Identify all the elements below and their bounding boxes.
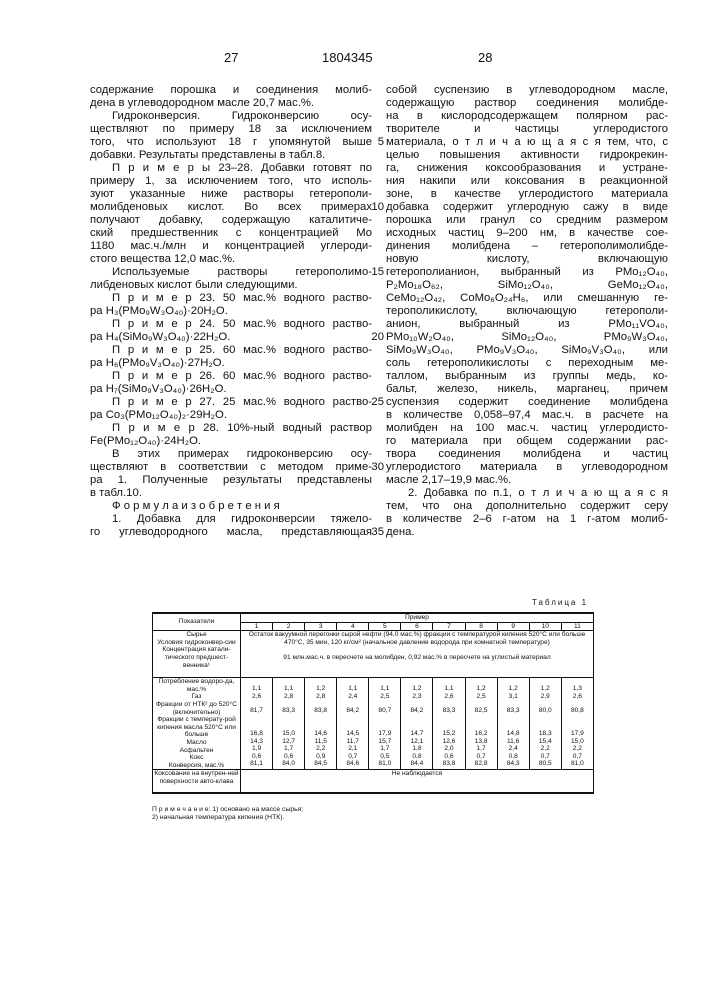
text-line: ществляют по примеру 18 за исключением [90, 123, 372, 136]
data-cell: 83,3 [274, 707, 303, 715]
data-cell: 1,9 [242, 745, 271, 753]
data-cell: 2,8 [274, 693, 303, 701]
text-line: бальт, железо, никель, марганец, причем [386, 383, 668, 396]
example-number: 3 [305, 622, 337, 631]
data-cell: 81,0 [563, 760, 592, 768]
example-number: 11 [561, 622, 593, 631]
data-cell: 0,8 [499, 753, 528, 761]
data-cell: 1,8 [402, 745, 431, 753]
data-cell: 15,0 [274, 730, 303, 738]
text-line: го материала при общем содержании рас- [386, 435, 668, 448]
data-cell: 16,8 [242, 730, 271, 738]
text-line: динения молибдена – гетерополимолибде- [386, 240, 668, 253]
data-cell: 2,6 [434, 693, 463, 701]
text-line: молибденовых кислот. Во всех примерах [90, 201, 372, 214]
data-cell: 14,8 [499, 730, 528, 738]
example-number: 10 [529, 622, 561, 631]
text-line: добавка содержит углеродную сажу в виде [386, 201, 668, 214]
example-number: 1 [241, 622, 273, 631]
data-cell: 1,2 [499, 685, 528, 693]
text-line: П р и м е р 26. 60 мас.% водного раство- [90, 370, 372, 383]
data-cell: 84,2 [402, 707, 431, 715]
data-cell: 1,1 [370, 685, 399, 693]
text-line: Ф о р м у л а и з о б р е т е н и я [90, 500, 372, 513]
left-text-column [90, 84, 372, 539]
data-cell: 1,7 [467, 745, 496, 753]
data-cell: 1,1 [274, 685, 303, 693]
data-cell: 0,6 [242, 753, 271, 761]
text-line: Используемые растворы гетерополимо- [90, 266, 372, 279]
col-header-example: Пример [241, 613, 594, 622]
text-line: суспензия содержит соединение молибдена [386, 396, 668, 409]
data-cell: 11,6 [499, 738, 528, 746]
text-line: Гидроконверсия. Гидроконверсию осу- [90, 110, 372, 123]
data-cell: 2,1 [338, 745, 367, 753]
text-line: гетерополианион, выбранный из PMo₁₂O₄₀, [386, 266, 668, 279]
example-number: 5 [369, 622, 401, 631]
example-number: 7 [433, 622, 465, 631]
row-labels [153, 678, 241, 770]
text-line: P₂Mo₁₈O₆₂, SiMo₁₂O₄₀, GeMo₁₂O₄₀, [386, 279, 668, 292]
text-line: зоне, в качестве углеродистого материала [386, 188, 668, 201]
text-line: примеру 1, за исключением того, что исполь- [90, 175, 372, 188]
data-cell: 2,2 [306, 745, 335, 753]
row-label: Асфальтен [154, 747, 239, 755]
conditions-labels [153, 631, 241, 678]
data-cell: 2,2 [531, 745, 560, 753]
data-cell: 2,6 [563, 693, 592, 701]
row-label: Конверсия, мас.% [154, 762, 239, 770]
data-column [241, 678, 273, 770]
line-number: 10 [368, 201, 384, 214]
text-line: В этих примерах гидроконверсию осу- [90, 448, 372, 461]
text-line: стого вещества 12,0 мас.%. [90, 253, 372, 266]
text-line: добавки. Результаты представлены в табл.8. [90, 149, 372, 162]
feed-text: Остаток вакуумной перегонки сырой нефти (94,0 мас.%) фракции с температурой кипения 520°С или больше [242, 631, 592, 639]
data-cell: 84,0 [274, 760, 303, 768]
text-line: П р и м е р 23. 50 мас.% водного раство- [90, 292, 372, 305]
row-label: Фракции с температу-рой кипения масла 520°С или больше [154, 716, 239, 739]
note-2: 2) начальная температура кипения (НТК). [152, 814, 303, 822]
text-line: ра 1. Полученные результаты представлены [90, 474, 372, 487]
text-line: масле 2,17–19,9 мас.%. [386, 474, 668, 487]
example-number: 2 [273, 622, 305, 631]
data-cell: 2,6 [242, 693, 271, 701]
text-line: материала, о т л и ч а ю щ а я с я тем, что, с [386, 136, 668, 149]
data-column [369, 678, 401, 770]
row-label: Фракции от НТК² до 520°С (включительно) [154, 701, 239, 716]
coking-value: Не наблюдается [241, 770, 594, 794]
text-line: анион, выбранный из PMo₁₁VO₄₀, [386, 318, 668, 331]
text-line: соль гетерополикислоты с переходным ме- [386, 357, 668, 370]
data-cell: 1,2 [402, 685, 431, 693]
conditions-label: Условия гидроконвер-сии [154, 639, 239, 647]
data-column [401, 678, 433, 770]
data-cell: 80,7 [370, 707, 399, 715]
text-line: ществляют в соответствии с методом приме- [90, 461, 372, 474]
data-cell: 12,1 [402, 738, 431, 746]
data-cell: 0,7 [563, 753, 592, 761]
data-cell: 2,9 [531, 693, 560, 701]
coking-row [153, 770, 594, 794]
row-label: Кокс [154, 754, 239, 762]
text-line: новую кислоту, включающую [386, 253, 668, 266]
col-header-indicators: Показатели [153, 613, 241, 631]
data-cell: 1,7 [370, 745, 399, 753]
conditions-text: 470°С, 35 мин, 120 кг/см² (начальное давление водорода при комнатной температуре) [242, 639, 592, 647]
text-line: ра Co₃(PMo₁₂O₄₀)₂·29H₂O. [90, 409, 372, 422]
text-line: молибден на 100 мас.ч. частиц углеродисто- [386, 422, 668, 435]
row-label: Масло [154, 739, 239, 747]
note-1: П р и м е ч а н и е: 1) основано на массе сырья; [152, 806, 303, 814]
data-cell: 13,8 [467, 738, 496, 746]
data-cell: 83,3 [499, 707, 528, 715]
row-label: Газ [154, 693, 239, 701]
text-line: получают добавку, содержащую каталитиче- [90, 214, 372, 227]
data-column [497, 678, 529, 770]
data-cell: 14,5 [338, 730, 367, 738]
text-line: исходных частиц 9–200 нм, в качестве сое- [386, 227, 668, 240]
results-table [152, 612, 594, 794]
text-line: CeMo₁₂O₄₂, CoMo₆O₂₄H₆, или смешанную ге- [386, 292, 668, 305]
text-line: SiMo₉W₃O₄₀, PMo₉V₃O₄₀, SiMo₉V₃O₄₀, или [386, 344, 668, 357]
data-cell: 84,6 [338, 760, 367, 768]
data-cell: 15,0 [563, 738, 592, 746]
text-line: в табл.10. [90, 487, 372, 500]
data-cell: 83,8 [306, 707, 335, 715]
concentration-text: 91 млн.мас.ч. в пересчете на молибден, 0,92 мас.% в пересчете на углистый материал [242, 654, 592, 662]
data-cell: 2,2 [563, 745, 592, 753]
data-column [561, 678, 593, 770]
conditions-row [153, 631, 594, 678]
data-cell: 84,3 [499, 760, 528, 768]
text-line: дена в углеводородном масле 20,7 мас.%. [90, 97, 372, 110]
line-number: 35 [368, 526, 384, 539]
text-line: в количестве 2–6 г-атом на 1 г-атом молиб- [386, 513, 668, 526]
data-cell: 17,9 [563, 730, 592, 738]
conditions-values [241, 631, 594, 678]
data-cell: 82,8 [467, 760, 496, 768]
text-line: дена. [386, 526, 668, 539]
line-number: 25 [368, 396, 384, 409]
data-cell: 15,7 [370, 738, 399, 746]
line-number: 5 [368, 136, 384, 149]
line-number: 30 [368, 461, 384, 474]
results-data-row [153, 678, 594, 770]
text-line: ра H₃(PMo₉W₃O₄₀)·20H₂O. [90, 305, 372, 318]
data-cell: 80,5 [531, 760, 560, 768]
data-cell: 80,8 [563, 707, 592, 715]
text-line: твора соединения молибдена и частиц [386, 448, 668, 461]
data-cell: 15,4 [531, 738, 560, 746]
page-number-left: 27 [224, 50, 238, 65]
data-cell: 0,7 [467, 753, 496, 761]
data-column [465, 678, 497, 770]
patent-number: 1804345 [322, 50, 373, 65]
text-line: ния накипи или коксования в реакционной [386, 175, 668, 188]
text-line: П р и м е р 28. 10%-ный водный раствор [90, 422, 372, 435]
data-cell: 0,7 [531, 753, 560, 761]
data-cell: 1,1 [338, 685, 367, 693]
data-cell: 14,3 [242, 738, 271, 746]
data-cell: 83,3 [434, 707, 463, 715]
text-line: целью повышения активности гидрокрекин- [386, 149, 668, 162]
text-line: П р и м е р 24. 50 мас.% водного раство- [90, 318, 372, 331]
text-line: либденовых кислот были следующими. [90, 279, 372, 292]
data-cell: 1,2 [467, 685, 496, 693]
text-line: порошка или гранул со средним размером [386, 214, 668, 227]
data-cell: 18,3 [531, 730, 560, 738]
example-number: 4 [337, 622, 369, 631]
data-cell: 16,2 [467, 730, 496, 738]
data-cell: 0,6 [274, 753, 303, 761]
data-cell: 81,0 [370, 760, 399, 768]
data-cell: 12,7 [274, 738, 303, 746]
text-line: на в кислородсодержащем полярном рас- [386, 110, 668, 123]
data-cell: 15,2 [434, 730, 463, 738]
data-cell: 1,2 [306, 685, 335, 693]
text-line: ра H₆(PMo₉V₃O₄₀)·27H₂O. [90, 357, 372, 370]
data-column [305, 678, 337, 770]
text-line: PMo₁₀W₂O₄₀, SiMo₁₂O₄₀, PMo₉W₃O₄₀, [386, 331, 668, 344]
data-cell: 2,0 [434, 745, 463, 753]
data-cell: 82,5 [467, 707, 496, 715]
table-header-row [153, 613, 594, 622]
data-cell: 84,2 [338, 707, 367, 715]
data-cell: 0,5 [370, 753, 399, 761]
example-number: 6 [401, 622, 433, 631]
data-cell: 2,5 [467, 693, 496, 701]
data-cell: 81,1 [242, 760, 271, 768]
data-cell: 84,4 [402, 760, 431, 768]
data-cell: 81,7 [242, 707, 271, 715]
coking-label: Коксование на внутрен-ней поверхности авто-клава [153, 770, 241, 794]
data-cell: 2,3 [402, 693, 431, 701]
text-line: того, что используют 18 г упомянутой выше [90, 136, 372, 149]
text-line: терополикислоту, включающую гетерополи- [386, 305, 668, 318]
data-cell: 83,8 [434, 760, 463, 768]
data-cell: 14,7 [402, 730, 431, 738]
text-line: зуют указанные ниже растворы гетерополи- [90, 188, 372, 201]
data-cell: 0,8 [402, 753, 431, 761]
text-line: углеродистого материала в углеводородном [386, 461, 668, 474]
line-number: 15 [368, 266, 384, 279]
data-column [273, 678, 305, 770]
example-number: 9 [497, 622, 529, 631]
data-cell: 1,7 [274, 745, 303, 753]
text-line: 2. Добавка по п.1, о т л и ч а ю щ а я с я [386, 487, 668, 500]
table-caption: Таблица 1 [532, 598, 588, 607]
text-line: 1180 мас.ч./млн и концентрацией углероди- [90, 240, 372, 253]
data-cell: 1,1 [242, 685, 271, 693]
data-cell: 84,5 [306, 760, 335, 768]
text-line: 1. Добавка для гидроконверсии тяжело- [90, 513, 372, 526]
feed-label: Сырье [154, 631, 239, 639]
text-line: тем, что она дополнительно содержит серу [386, 500, 668, 513]
data-cell: 11,7 [338, 738, 367, 746]
row-label: Потребление водоро-да, мас.% [154, 678, 239, 693]
text-line: П р и м е р 27. 25 мас.% водного раство- [90, 396, 372, 409]
data-cell: 0,6 [434, 753, 463, 761]
text-line: ра H₇(SiMo₉V₃O₄₀)·26H₂O. [90, 383, 372, 396]
example-number: 8 [465, 622, 497, 631]
data-cell: 1,3 [563, 685, 592, 693]
data-column [433, 678, 465, 770]
text-line: ра H₄(SiMo₉W₃O₄₀)·22H₂O. [90, 331, 372, 344]
data-cell: 12,6 [434, 738, 463, 746]
text-line: таллом, выбранным из группы медь, ко- [386, 370, 668, 383]
text-line: творителе и частицы углеродистого [386, 123, 668, 136]
concentration-label: Концентрация катали-тического предшест-венника¹ [154, 646, 239, 669]
data-cell: 80,0 [531, 707, 560, 715]
text-line: П р и м е р ы 23–28. Добавки готовят по [90, 162, 372, 175]
page-number-right: 28 [478, 50, 492, 65]
text-line: ский предшественник с концентрацией Mo [90, 227, 372, 240]
text-line: П р и м е р 25. 60 мас.% водного раство- [90, 344, 372, 357]
data-cell: 0,7 [338, 753, 367, 761]
data-column [337, 678, 369, 770]
data-cell: 11,5 [306, 738, 335, 746]
data-cell: 2,8 [306, 693, 335, 701]
data-cell: 1,1 [434, 685, 463, 693]
text-line: го углеводородного масла, представляющая [90, 526, 372, 539]
data-cell: 2,5 [370, 693, 399, 701]
text-line: Fe(PMo₁₂O₄₀)·24H₂O. [90, 435, 372, 448]
line-number: 20 [368, 331, 384, 344]
data-column [529, 678, 561, 770]
text-line: собой суспензию в углеводородном масле, [386, 84, 668, 97]
table-notes [152, 806, 303, 822]
data-cell: 3,1 [499, 693, 528, 701]
data-cell: 2,4 [338, 693, 367, 701]
text-line: содержащую раствор соединения молибде- [386, 97, 668, 110]
data-cell: 2,4 [499, 745, 528, 753]
data-cell: 0,9 [306, 753, 335, 761]
data-cell: 17,9 [370, 730, 399, 738]
text-line: в количестве 0,058–97,4 мас.ч. в расчете на [386, 409, 668, 422]
text-line: содержание порошка и соединения молиб- [90, 84, 372, 97]
text-line: га, снижения коксообразования и устране- [386, 162, 668, 175]
data-cell: 14,6 [306, 730, 335, 738]
right-text-column [386, 84, 668, 539]
data-cell: 1,2 [531, 685, 560, 693]
